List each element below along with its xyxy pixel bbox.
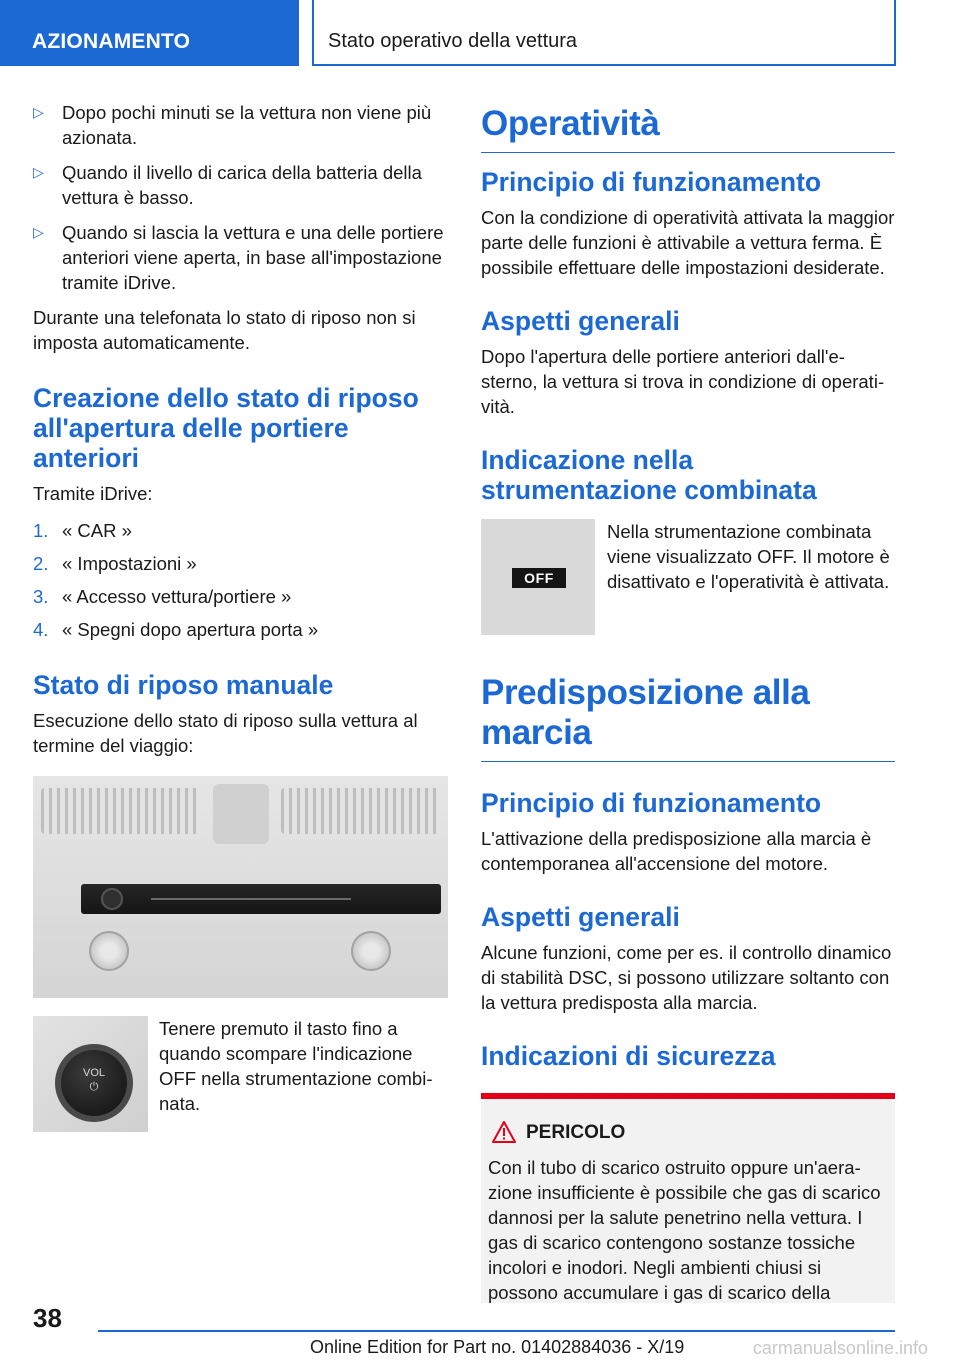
warning-triangle-icon (492, 1121, 516, 1143)
operativita-general-text: Dopo l'apertura delle portiere anteriori dall'esterno, la vettura si trova in condizione di operatività. (481, 346, 885, 417)
power-icon: ⏻ (89, 1081, 99, 1093)
safety-heading: Indicazioni di sicurezza (481, 1041, 776, 1071)
press-text: Tenere premuto il tasto fino a quando scompare l'indicazione OFF nella strumentazione combinata. (159, 1018, 433, 1114)
tuning-knob (351, 931, 391, 971)
warning-box (481, 1093, 895, 1303)
list-item: 3. « Accesso vettura/portiere » (33, 586, 292, 607)
warning-label: PERICOLO (526, 1122, 626, 1143)
right-column (481, 104, 895, 1303)
marcia-general-text: Alcune funzioni, come per es. il controllo dinamico di stabilità DSC, si possono utilizzare soltanto con la vettura predisposta alla marcia. (481, 942, 892, 1013)
chapter-title: Stato operativo della vettura (312, 0, 896, 66)
air-vent (41, 788, 201, 834)
volume-knob (89, 931, 129, 971)
cd-slot (151, 898, 351, 900)
list-item: 2. « Impostazioni » (33, 553, 197, 574)
operativita-general-heading: Aspetti generali (481, 306, 680, 336)
left-column (33, 100, 448, 1134)
operativita-principle-text: Con la condizione di operatività attivata la maggior parte delle funzioni è attivabile a vettura ferma. È possibile effettuare delle impostazioni desiderate. (481, 207, 895, 278)
warning-text: Con il tubo di scarico ostruito oppure un'aerazione insufficiente è possibile che gas di scarico dannosi per la salute penetrino nella vettura. I gas di scarico contengono sostanze tossiche incolori e inodori. Negli ambienti chiusi si possono accumulare i gas di scarico della (488, 1157, 881, 1303)
off-text: Nella strumentazione combinata viene visualizzato OFF. Il motore è disattivato e l'operatività è attivata. (607, 521, 890, 592)
bullet-item: ▷ Quando il livello di carica della batteria della vettura è basso. (33, 162, 422, 208)
list-item: 1. « CAR » (33, 520, 132, 541)
radio-panel (81, 884, 441, 914)
marcia-principle-text: L'attivazione della predisposizione alla marcia è contemporanea all'accensione del motore. (481, 828, 872, 874)
marcia-general-heading: Aspetti generali (481, 902, 680, 932)
marcia-title: Predisposizione alla marcia (481, 673, 895, 762)
triangle-bullet-icon: ▷ (33, 224, 44, 240)
hazard-button (213, 784, 269, 844)
display-heading: Indicazione nella strumentazione combinata (481, 445, 817, 505)
vol-knob-photo (33, 1016, 148, 1132)
manual-text: Esecuzione dello stato di riposo sulla vettura al termine del viaggio: (33, 710, 418, 756)
phone-note: Durante una telefonata lo stato di riposo non si imposta automaticamente. (33, 307, 416, 353)
manual-heading: Stato di riposo manuale (33, 670, 334, 700)
creation-heading: Creazione dello stato di riposo all'apertura delle portiere anteriori (33, 383, 419, 473)
footer-edition: Online Edition for Part no. 01402884036 - X/19 (310, 1337, 685, 1357)
off-badge: OFF (512, 568, 566, 588)
operativita-principle-heading: Principio di funzionamento (481, 167, 822, 197)
triangle-bullet-icon: ▷ (33, 104, 44, 120)
off-display-block (481, 519, 895, 635)
list-item: 4. « Spegni dopo apertura porta » (33, 619, 319, 640)
warning-header (490, 1121, 887, 1145)
dashboard-photo (33, 776, 448, 998)
knob-instruction (33, 1016, 448, 1134)
section-tab: AZIONAMENTO (0, 0, 299, 66)
triangle-bullet-icon: ▷ (33, 164, 44, 180)
footer-divider (98, 1330, 895, 1332)
page-number: 38 (33, 1303, 62, 1333)
marcia-principle-heading: Principio di funzionamento (481, 788, 822, 818)
bullet-item: ▷ Dopo pochi minuti se la vettura non viene più azionata. (33, 102, 432, 148)
off-display-image (481, 519, 595, 635)
power-button (101, 888, 123, 910)
bullet-item: ▷ Quando si lascia la vettura e una delle portiere anteriori viene aperta, in base all'impostazione tramite iDrive. (33, 222, 444, 293)
air-vent (281, 788, 441, 834)
watermark: carmanualsonline.info (752, 1338, 928, 1358)
creation-intro: Tramite iDrive: (33, 483, 153, 504)
vol-label: VOL (82, 1067, 105, 1079)
operativita-title: Operatività (481, 104, 895, 153)
